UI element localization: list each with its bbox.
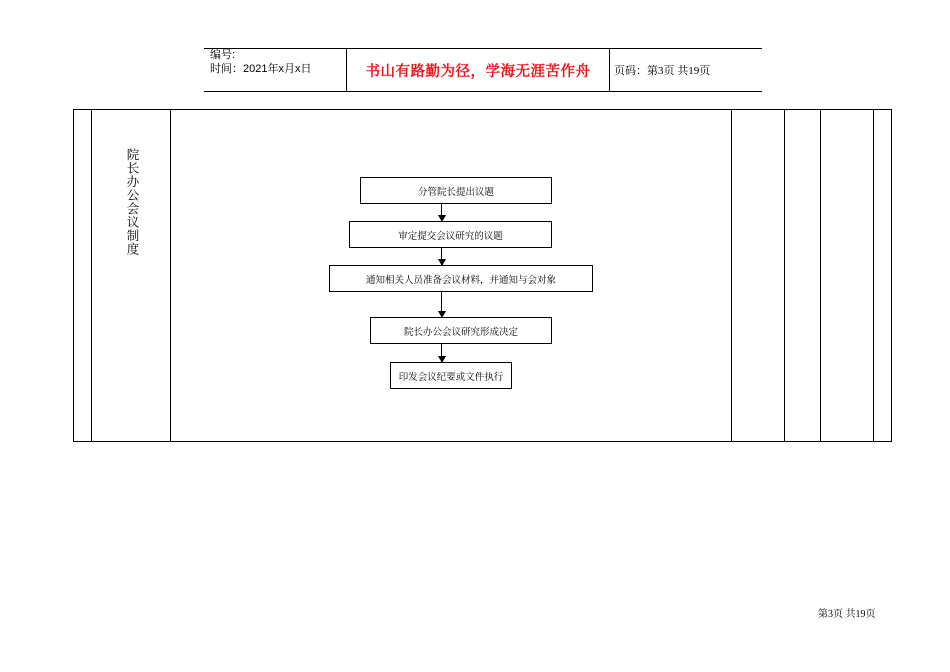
header-divider-2 — [609, 48, 610, 91]
footer-page-number: 第3页 共19页 — [818, 609, 876, 620]
table-col-line-6 — [873, 109, 874, 442]
flow-step-1: 分管院长提出议题 — [360, 177, 552, 204]
flow-arrow-4 — [441, 344, 442, 362]
header-bottom-rule — [204, 91, 762, 92]
flow-step-5: 印发会议纪要或文件执行 — [390, 362, 512, 389]
section-title: 院长办公会议制度 — [125, 148, 140, 256]
flow-arrow-2 — [441, 248, 442, 265]
header-page-number: 页码：第3页 共19页 — [614, 65, 711, 77]
table-col-line-2 — [170, 109, 171, 442]
header-motto: 书山有路勤为径，学海无涯苦作舟 — [365, 64, 591, 80]
flow-step-3: 通知相关人员准备会议材料，并通知与会对象 — [329, 265, 593, 292]
table-col-line-4 — [784, 109, 785, 442]
table-col-line-5 — [820, 109, 821, 442]
table-col-line-1 — [91, 109, 92, 442]
flow-arrow-1 — [441, 204, 442, 221]
flow-step-4: 院长办公会议研究形成决定 — [370, 317, 552, 344]
date-label: 时间：2021年x月x日 — [210, 63, 312, 75]
table-col-line-3 — [731, 109, 732, 442]
number-label: 编号: — [210, 49, 236, 61]
flow-arrow-3 — [441, 292, 442, 317]
header-meta — [210, 48, 345, 76]
flow-step-2: 审定提交会议研究的议题 — [349, 221, 552, 248]
